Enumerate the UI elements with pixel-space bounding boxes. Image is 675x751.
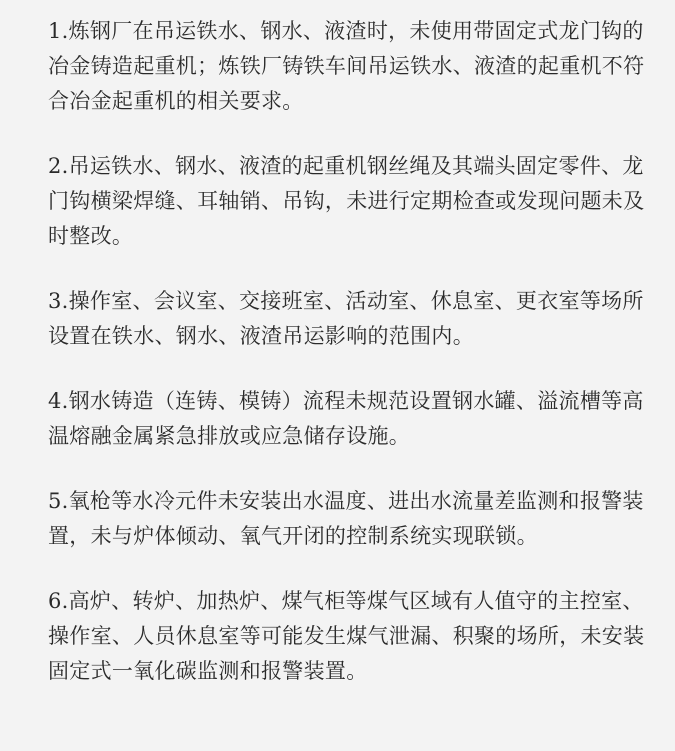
list-item: 3.操作室、会议室、交接班室、活动室、休息室、更衣室等场所设置在铁水、钢水、液渣吊运影响的范围内。 [48,289,644,348]
list-item: 2.吊运铁水、钢水、液渣的起重机钢丝绳及其端头固定零件、龙门钩横梁焊缝、耳轴销、吊钩，未进行定期检查或发现问题未及时整改。 [48,154,645,248]
list-item: 4.钢水铸造（连铸、模铸）流程未规范设置钢水罐、溢流槽等高温熔融金属紧急排放或应急储存设施。 [48,389,644,448]
list-item: 1.炼钢厂在吊运铁水、钢水、液渣时，未使用带固定式龙门钩的冶金铸造起重机；炼铁厂铸铁车间吊运铁水、液渣的起重机不符合冶金起重机的相关要求。 [48,19,645,113]
list-item: 5.氧枪等水冷元件未安装出水温度、进出水流量差监测和报警装置，未与炉体倾动、氧气开闭的控制系统实现联锁。 [48,489,644,548]
list-item: 6.高炉、转炉、加热炉、煤气柜等煤气区域有人值守的主控室、操作室、人员休息室等可能发生煤气泄漏、积聚的场所，未安装固定式一氧化碳监测和报警装置。 [48,589,645,683]
